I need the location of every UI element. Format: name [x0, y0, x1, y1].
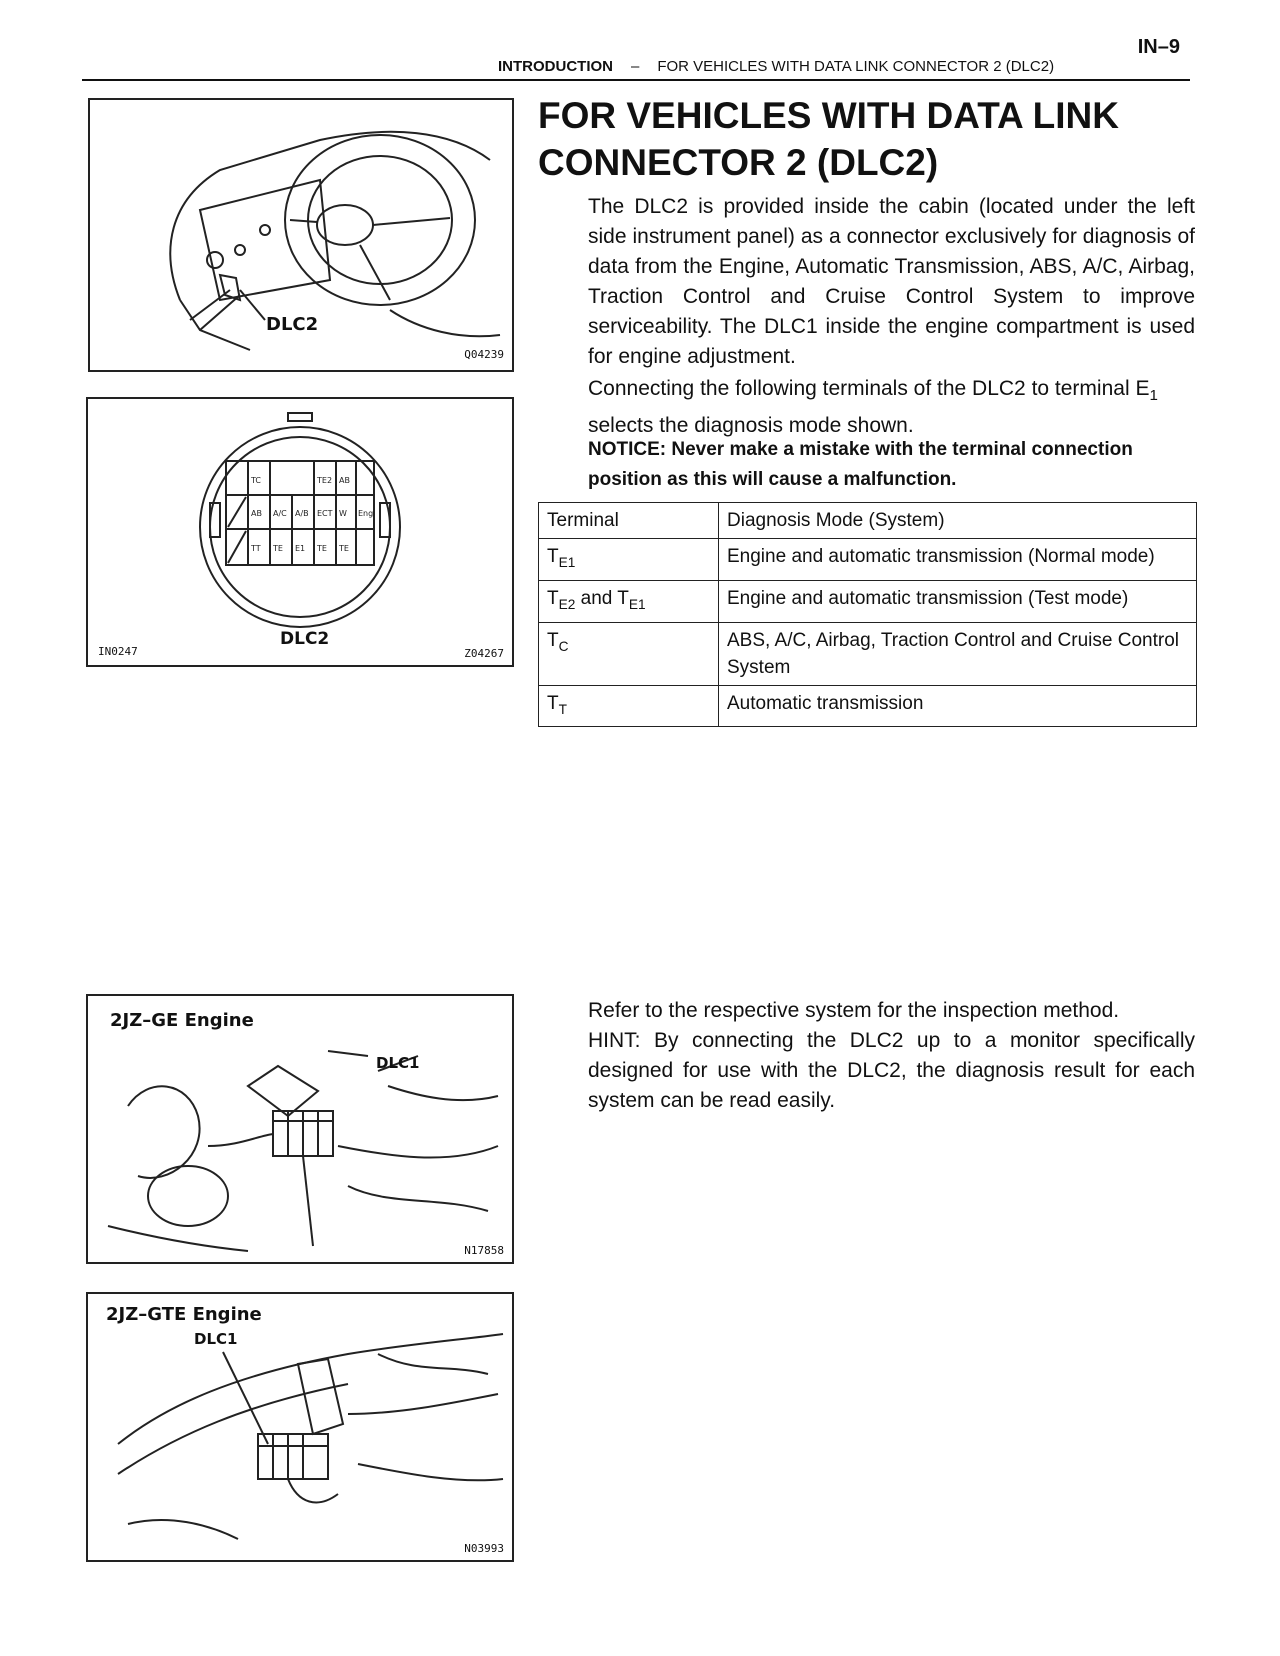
svg-text:Eng: Eng [358, 509, 374, 518]
figure-2jz-gte-dlc1 [86, 1292, 514, 1562]
terminal-joiner: and [575, 587, 618, 609]
terminal-cell [539, 539, 719, 581]
header-section: INTRODUCTION [498, 58, 613, 75]
engine-gte-illustration [88, 1294, 512, 1560]
figure-code-left: IN0247 [98, 645, 138, 658]
table-header-row [539, 503, 1197, 539]
mode-cell: Automatic transmission [719, 685, 1197, 727]
connect-subscript: 1 [1149, 387, 1158, 405]
table-header-cell: Diagnosis Mode (System) [719, 503, 1197, 539]
terminal-sub: T [558, 701, 567, 717]
terminal-cell [539, 685, 719, 727]
svg-text:TE2: TE2 [317, 476, 333, 485]
figure-pointer-dlc1: DLC1 [194, 1330, 238, 1348]
figure-2jz-ge-dlc1 [86, 994, 514, 1264]
title-line1: FOR VEHICLES WITH DATA LINK [538, 95, 1119, 136]
intro-paragraph: The DLC2 is provided inside the cabin (located under the left side instrument panel) as a connector exclusively for diagnosis of data from the Engine, Automatic Transmission, ABS, A/C, Airbag, Traction Control and Cruise Control System to improve serviceability. The DLC1 inside the engine compartment is used for engine adjustment. [588, 195, 1195, 368]
notice-text: NOTICE: Never make a mistake with the terminal connection position as this will cause a malfunction. [588, 439, 1133, 490]
mode-cell: Engine and automatic transmission (Normal mode) [719, 539, 1197, 581]
figure-label-dlc2: DLC2 [280, 629, 330, 649]
connect-text: Connecting the following terminals of the DLC2 to terminal E [588, 377, 1150, 400]
figure-label-engine: 2JZ–GE Engine [110, 1010, 254, 1031]
svg-text:TC: TC [251, 476, 262, 485]
diagnosis-table [538, 502, 1197, 727]
svg-text:E1: E1 [295, 544, 306, 553]
refer-text: Refer to the respective system for the inspection method. [588, 999, 1120, 1022]
terminal-main: T [547, 692, 559, 714]
terminal-main: T [547, 587, 559, 609]
table-row [539, 580, 1197, 622]
mode-cell: ABS, A/C, Airbag, Traction Control and Cruise Control System [719, 622, 1197, 685]
terminal-sub: E1 [558, 554, 576, 570]
title-line2: CONNECTOR 2 (DLC2) [538, 142, 939, 183]
running-header [498, 58, 1054, 75]
svg-text:TT: TT [251, 544, 261, 553]
terminal-sub: C [558, 638, 569, 654]
page-title [538, 92, 1188, 186]
figure-label-engine: 2JZ–GTE Engine [106, 1304, 262, 1325]
svg-text:A/C: A/C [273, 509, 287, 518]
table-row [539, 685, 1197, 727]
terminal-sub: E2 [558, 596, 576, 612]
svg-text:AB: AB [339, 476, 350, 485]
engine-ge-illustration [88, 996, 512, 1262]
table-row [539, 539, 1197, 581]
figure-code: Q04239 [464, 348, 504, 361]
figure-dlc2-connector [86, 397, 514, 667]
svg-text:TE: TE [317, 544, 327, 553]
terminal-cell [539, 622, 719, 685]
svg-text:TE: TE [273, 544, 283, 553]
figure-pointer-dlc1: DLC1 [376, 1054, 420, 1072]
svg-text:AB: AB [251, 509, 262, 518]
connect-text2: selects the diagnosis mode shown. [588, 414, 914, 438]
svg-text:A/B: A/B [295, 509, 309, 518]
terminal-main: T [547, 629, 559, 651]
svg-text:ECT: ECT [317, 509, 333, 518]
header-rule [82, 79, 1190, 81]
figure-label-dlc2: DLC2 [266, 314, 319, 335]
figure-code: N03993 [464, 1542, 504, 1555]
mode-cell: Engine and automatic transmission (Test mode) [719, 580, 1197, 622]
connector-illustration [88, 399, 512, 665]
figure-code: N17858 [464, 1244, 504, 1257]
terminal-sub-2: E1 [628, 596, 646, 612]
table-header-cell: Terminal [539, 503, 719, 539]
figure-dashboard-dlc2 [88, 98, 514, 372]
header-subsection: FOR VEHICLES WITH DATA LINK CONNECTOR 2 (DLC2) [657, 58, 1055, 75]
svg-text:TE: TE [339, 544, 349, 553]
connect-paragraph [588, 374, 1195, 441]
terminal-cell [539, 580, 719, 622]
figure-code-right: Z04267 [464, 647, 504, 660]
terminal-main: T [547, 546, 559, 567]
page-number: IN–9 [1137, 36, 1180, 58]
terminal-main-2: T [617, 587, 629, 609]
header-separator: – [631, 58, 640, 75]
table-row [539, 622, 1197, 685]
hint-text: HINT: By connecting the DLC2 up to a monitor specifically designed for use with the DLC2, the diagnosis result for each system can be read easily. [588, 1029, 1195, 1112]
svg-text:W: W [339, 509, 347, 518]
